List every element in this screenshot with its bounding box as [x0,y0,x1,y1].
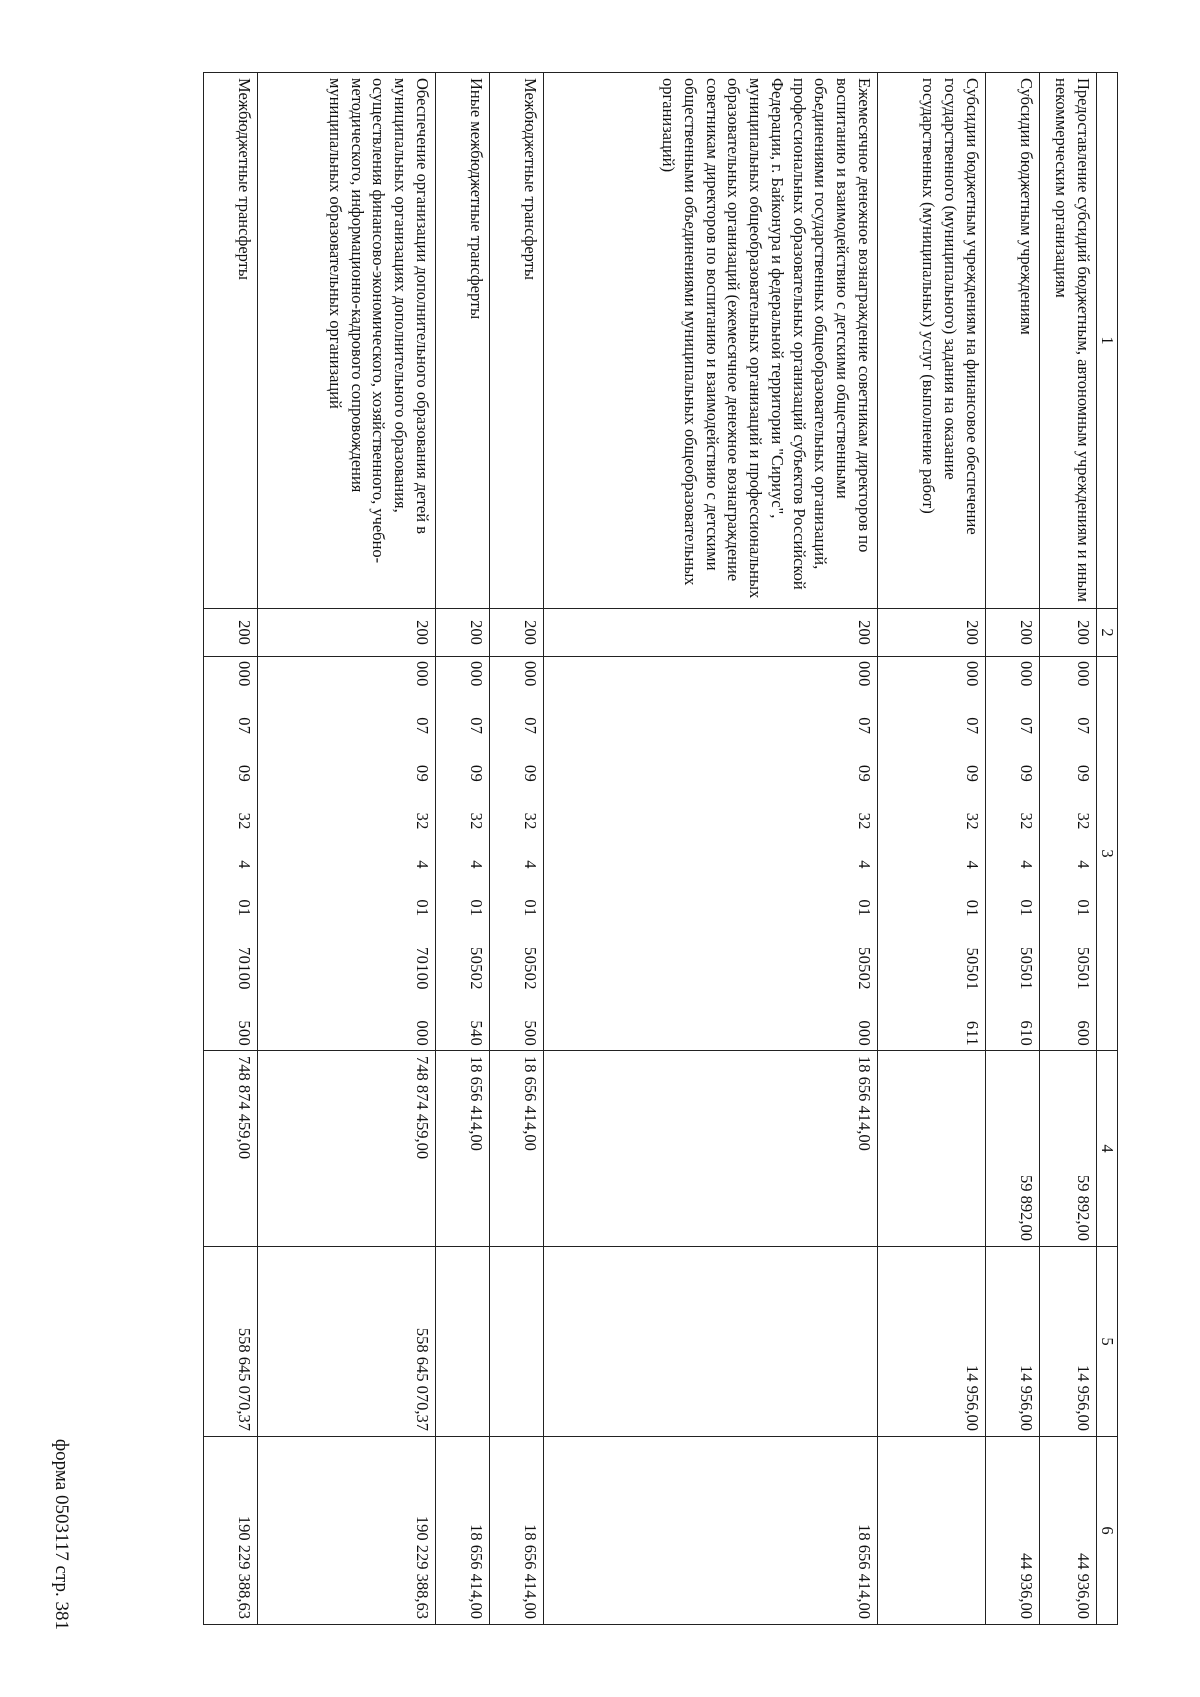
code-part: 09 [1074,764,1093,782]
budget-table [203,72,1118,1625]
code-part: 07 [235,717,254,735]
code-part: 000 [1074,661,1093,687]
code-part: 4 [1017,860,1036,869]
row-name: Ежемесячное денежное вознаграждение советникам директоров по воспитанию и взаимодействию с детскими общественными объединениями государственных общеобразовательных организаций, профессиональных образовательных организаций субъектов Российской Федерации, г. Байконура и федеральной территории "Сириус", муниципальных общеобразовательных организаций и профессиональных образовательных организаций (ежемесячное денежное вознаграждение советникам директоров по воспитанию и взаимодействию с детскими общественными объединениями муниципальных общеобразовательных организаций) [544,73,878,609]
row-name: Межбюджетные трансферты [204,73,258,609]
code-part: 32 [1017,812,1036,830]
code-part: 4 [467,860,486,869]
code-part: 70100 [413,947,432,990]
code-part: 32 [467,812,486,830]
code-part: 50501 [963,947,982,991]
code-part: 09 [413,764,432,782]
row-budget-code [1040,657,1097,1051]
row-approved: 18 656 414,00 [490,1051,544,1247]
row-line-code: 200 [878,609,986,657]
row-executed [436,1247,490,1437]
code-part: 000 [521,661,540,687]
row-name: Субсидии бюджетным учреждениям [986,73,1040,609]
code-part: 09 [521,764,540,782]
code-part: 32 [855,812,874,830]
row-budget-code [258,657,436,1051]
row-budget-code [878,657,986,1051]
row-approved: 59 892,00 [986,1051,1040,1247]
row-approved [878,1051,986,1247]
code-part: 07 [1074,717,1093,735]
table-row [204,73,258,1625]
code-part: 500 [235,1020,254,1046]
code-part: 50502 [467,947,486,990]
code-part: 07 [521,717,540,735]
code-part: 01 [467,899,486,917]
code-part: 000 [235,661,254,687]
code-part: 01 [1074,899,1093,917]
row-unexecuted [878,1437,986,1625]
col-header-3: 3 [1097,657,1118,1051]
row-budget-code [490,657,544,1051]
row-line-code: 200 [1040,609,1097,657]
code-part: 01 [235,899,254,917]
code-part: 500 [521,1020,540,1046]
code-part: 07 [1017,717,1036,735]
code-part: 07 [855,717,874,735]
row-executed: 14 956,00 [1040,1247,1097,1437]
row-name: Субсидии бюджетным учреждениям на финансовое обеспечение государственного (муниципального) задания на оказание государственных (муниципальных) услуг (выполнение работ) [878,73,986,609]
table-row [490,73,544,1625]
code-part: 540 [467,1020,486,1046]
row-budget-code [436,657,490,1051]
code-part: 611 [963,1020,982,1046]
table-row [258,73,436,1625]
row-unexecuted: 18 656 414,00 [490,1437,544,1625]
row-unexecuted: 18 656 414,00 [544,1437,878,1625]
row-approved: 18 656 414,00 [544,1051,878,1247]
row-line-code: 200 [544,609,878,657]
code-part: 50501 [1017,947,1036,990]
table-header-row [1097,73,1118,1625]
code-part: 4 [413,860,432,869]
row-executed: 558 645 070,37 [204,1247,258,1437]
code-part: 50502 [521,947,540,990]
code-part: 000 [413,1020,432,1046]
code-part: 70100 [235,947,254,990]
row-name: Межбюджетные трансферты [490,73,544,609]
code-part: 000 [467,661,486,687]
row-unexecuted: 190 229 388,63 [258,1437,436,1625]
code-part: 07 [467,717,486,735]
code-part: 32 [235,812,254,830]
row-unexecuted: 44 936,00 [1040,1437,1097,1625]
table-row [1040,73,1097,1625]
row-line-code: 200 [258,609,436,657]
row-name: Предоставление субсидий бюджетным, автономным учреждениям и иным некоммерческим организациям [1040,73,1097,609]
row-budget-code [986,657,1040,1051]
code-part: 32 [1074,812,1093,830]
code-part: 000 [963,661,982,687]
code-part: 01 [963,899,982,917]
row-name: Обеспечение организации дополнительного образования детей в муниципальных организациях дополнительного образования, осуществления финансово-экономического, хозяйственного, учебно-методического, информационно-кадрового сопровождения муниципальных образовательных организаций [258,73,436,609]
row-budget-code [204,657,258,1051]
col-header-2: 2 [1097,609,1118,657]
table-row [544,73,878,1625]
code-part: 01 [413,899,432,917]
code-part: 09 [855,764,874,782]
code-part: 000 [1017,661,1036,687]
code-part: 09 [963,765,982,783]
code-part: 50501 [1074,947,1093,990]
code-part: 07 [413,717,432,735]
col-header-4: 4 [1097,1051,1118,1247]
table-row [986,73,1040,1625]
code-part: 000 [413,661,432,687]
row-approved: 748 874 459,00 [258,1051,436,1247]
code-part: 32 [963,812,982,830]
row-executed [490,1247,544,1437]
code-part: 32 [413,812,432,830]
row-name: Иные межбюджетные трансферты [436,73,490,609]
row-line-code: 200 [986,609,1040,657]
code-part: 32 [521,812,540,830]
code-part: 09 [235,764,254,782]
code-part: 4 [855,860,874,869]
row-approved: 18 656 414,00 [436,1051,490,1247]
row-line-code: 200 [204,609,258,657]
code-part: 000 [855,661,874,687]
row-line-code: 200 [436,609,490,657]
row-executed: 558 645 070,37 [258,1247,436,1437]
col-header-5: 5 [1097,1247,1118,1437]
code-part: 01 [521,899,540,917]
row-unexecuted: 190 229 388,63 [204,1437,258,1625]
code-part: 4 [1074,860,1093,869]
code-part: 01 [855,899,874,917]
code-part: 4 [235,860,254,869]
col-header-6: 6 [1097,1437,1118,1625]
code-part: 01 [1017,899,1036,917]
row-executed [544,1247,878,1437]
col-header-1: 1 [1097,73,1118,609]
code-part: 610 [1017,1020,1036,1046]
row-unexecuted: 18 656 414,00 [436,1437,490,1625]
row-line-code: 200 [490,609,544,657]
code-part: 4 [963,860,982,870]
row-approved: 59 892,00 [1040,1051,1097,1247]
code-part: 50502 [855,947,874,990]
form-label: форма 0503117 стр. 381 [51,1438,72,1630]
row-approved: 748 874 459,00 [204,1051,258,1247]
code-part: 600 [1074,1020,1093,1046]
code-part: 09 [1017,764,1036,782]
row-budget-code [544,657,878,1051]
code-part: 07 [963,717,982,735]
code-part: 09 [467,764,486,782]
code-part: 4 [521,860,540,869]
row-unexecuted: 44 936,00 [986,1437,1040,1625]
table-row [878,73,986,1625]
row-executed: 14 956,00 [878,1247,986,1437]
code-part: 000 [855,1020,874,1046]
table-row [436,73,490,1625]
row-executed: 14 956,00 [986,1247,1040,1437]
